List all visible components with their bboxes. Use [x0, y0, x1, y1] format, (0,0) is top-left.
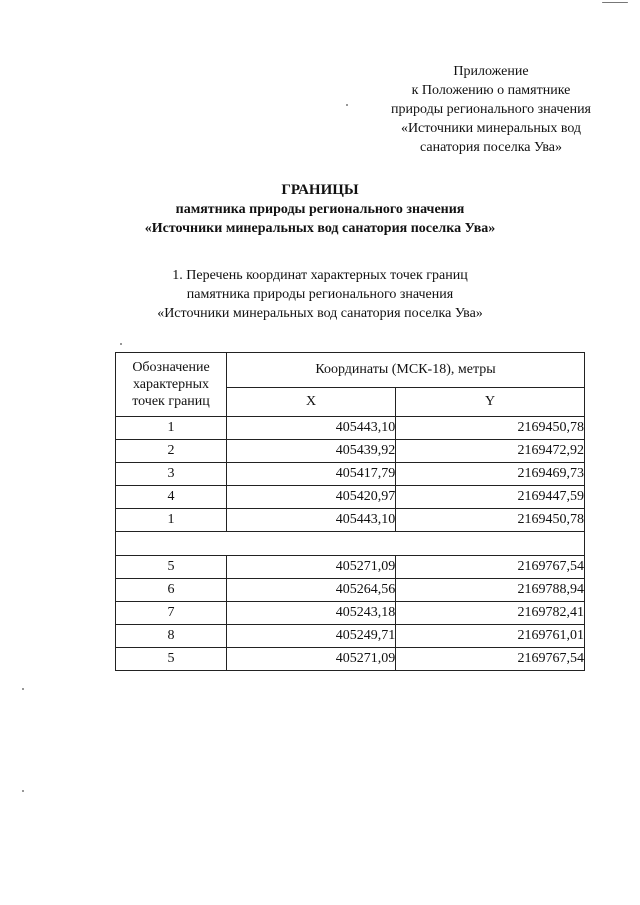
point-label: 4	[116, 486, 227, 509]
y-value: 2169767,54	[396, 556, 585, 579]
point-label: 5	[116, 648, 227, 671]
appendix-line: санатория поселка Ува»	[419, 140, 562, 155]
y-value: 2169450,78	[396, 509, 585, 532]
point-label: 1	[116, 417, 227, 440]
coordinates-table	[115, 352, 585, 671]
x-value: 405417,79	[227, 463, 396, 486]
appendix-block	[370, 62, 612, 157]
section-heading-line: памятника природы регионального значения	[186, 287, 454, 302]
title-line: «Источники минеральных вод санатория поселка Ува»	[144, 221, 496, 236]
table-row	[116, 486, 585, 509]
point-label: 6	[116, 579, 227, 602]
header-y: Y	[396, 388, 585, 417]
point-label: 1	[116, 509, 227, 532]
point-label: 7	[116, 602, 227, 625]
appendix-line: Приложение	[453, 64, 529, 79]
table-row	[116, 579, 585, 602]
point-label: 2	[116, 440, 227, 463]
table-separator-row	[116, 532, 585, 556]
x-value: 405439,92	[227, 440, 396, 463]
document-title	[0, 180, 640, 238]
point-label: 5	[116, 556, 227, 579]
table-row	[116, 417, 585, 440]
y-value: 2169447,59	[396, 486, 585, 509]
y-value: 2169782,41	[396, 602, 585, 625]
table-row	[116, 625, 585, 648]
x-value: 405271,09	[227, 556, 396, 579]
x-value: 405443,10	[227, 417, 396, 440]
speck	[120, 343, 122, 345]
appendix-line: природы регионального значения	[391, 102, 591, 117]
x-value: 405264,56	[227, 579, 396, 602]
table-row	[116, 648, 585, 671]
appendix-line: к Положению о памятнике	[411, 83, 571, 98]
y-value: 2169472,92	[396, 440, 585, 463]
y-value: 2169761,01	[396, 625, 585, 648]
table-row	[116, 509, 585, 532]
title-line: памятника природы регионального значения	[175, 202, 465, 217]
section-heading-line: 1. Перечень координат характерных точек границ	[172, 268, 468, 283]
y-value: 2169767,54	[396, 648, 585, 671]
table-row	[116, 440, 585, 463]
header-point-label: Обозначение характерных точек границ	[116, 353, 227, 417]
section-heading-line: «Источники минеральных вод санатория поселка Ува»	[157, 306, 483, 321]
table-row	[116, 602, 585, 625]
x-value: 405271,09	[227, 648, 396, 671]
separator-cell	[116, 532, 585, 556]
point-label: 3	[116, 463, 227, 486]
speck	[346, 104, 348, 106]
speck	[602, 2, 628, 3]
table-row	[116, 463, 585, 486]
section-heading	[0, 266, 640, 323]
y-value: 2169469,73	[396, 463, 585, 486]
header-coordinates: Координаты (МСК-18), метры	[227, 353, 585, 388]
y-value: 2169788,94	[396, 579, 585, 602]
appendix-line: «Источники минеральных вод	[400, 121, 582, 136]
speck	[22, 688, 24, 690]
header-x: X	[227, 388, 396, 417]
x-value: 405420,97	[227, 486, 396, 509]
speck	[22, 790, 24, 792]
point-label: 8	[116, 625, 227, 648]
x-value: 405249,71	[227, 625, 396, 648]
title-main: ГРАНИЦЫ	[281, 182, 359, 198]
x-value: 405443,10	[227, 509, 396, 532]
table-row	[116, 556, 585, 579]
x-value: 405243,18	[227, 602, 396, 625]
y-value: 2169450,78	[396, 417, 585, 440]
